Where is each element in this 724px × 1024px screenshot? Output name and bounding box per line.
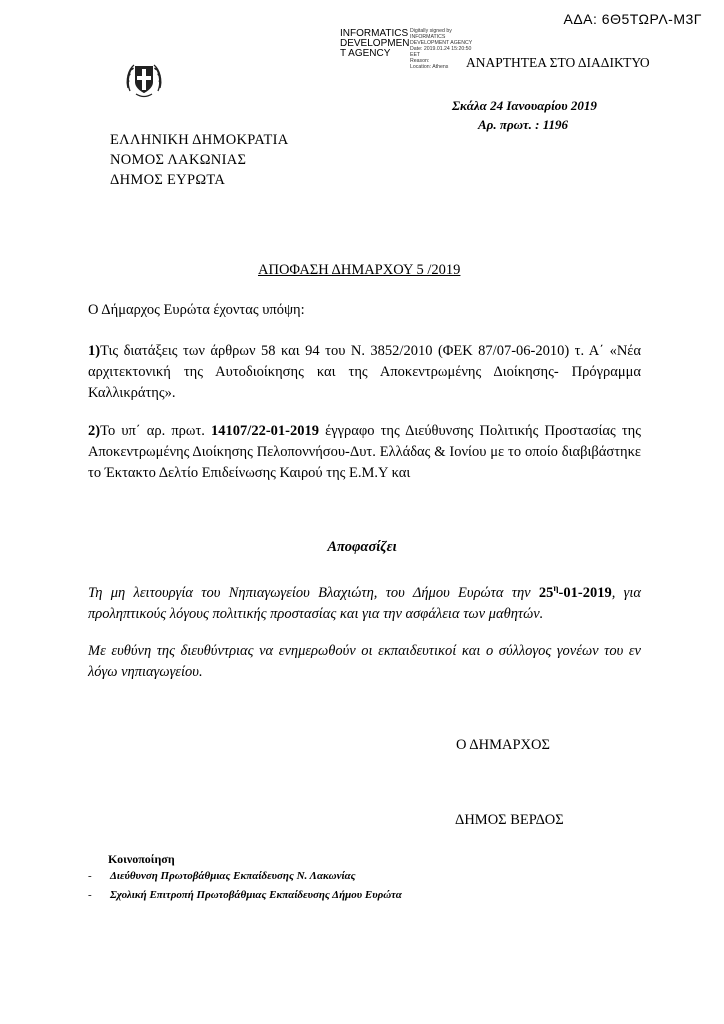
consideration-text: έγγραφο της Διεύθυνσης Πολιτικής Προστασίας της Αποκεντρωμένης Διοίκησης Πελοποννήσου-Δυτ. Ελλάδας & Ιονίου με το οποίο διαβιβάστηκε το Έκτακτο Δελτίο Επιδείνωσης Καιρού της Ε.Μ.Υ και [88,423,641,481]
signature-line: EET [410,52,421,58]
consideration-text: Το υπ΄ αρ. πρωτ. [100,423,212,439]
post-online-notice: ΑΝΑΡΤΗΤΕΑ ΣΤΟ ΔΙΑΔΙΚΤΥΟ [466,55,650,70]
decision-text-part: Τη μη λειτουργία του Νηπιαγωγείου Βλαχιώτη, του Δήμου Ευρώτα την [88,584,539,601]
signature-line: DEVELOPMENT AGENCY [410,40,473,46]
closure-date-rest: -01-2019 [558,584,612,601]
decision-title-text: ΑΠΟΦΑΣΗ ΔΗΜΑΡΧΟΥ 5 /2019 [258,262,461,278]
consideration-text: Τις διατάξεις των άρθρων 58 και 94 του Ν. 3852/2010 (ΦΕΚ 87/07-06-2010) τ. Α΄ «Νέα αρχιτεκτονική της Αυτοδιοίκησης και της Αποκεντρωμένης Διοίκησης- Πρόγραμμα Καλλικράτης». [88,343,641,401]
intro-text: Ο Δήμαρχος Ευρώτα έχοντας υπόψη: [88,302,305,318]
closure-date-day: 25 [538,584,554,601]
closure-date-suffix: η [553,583,559,593]
agency-name [340,29,410,59]
decision-text-part: , για προληπτικούς λόγους πολιτικής προστασίας και για την ασφάλεια των μαθητών. [88,584,641,622]
ada-code: ΑΔΑ: 6Θ5ΤΩΡΛ-Μ3Γ [563,11,702,27]
protocol-number: Αρ. πρωτ. : 1196 [478,117,569,132]
agency-line: DEVELOPMEN [340,38,410,49]
decides-heading: Αποφασίζει [327,539,397,555]
coat-of-arms-icon [122,58,166,102]
document-date: Σκάλα 24 Ιανουαρίου 2019 [452,98,597,113]
header-line-prefecture: ΝΟΜΟΣ ΛΑΚΩΝΙΑΣ [110,152,247,168]
distribution-item-text: Διεύθυνση Πρωτοβάθμιας Εκπαίδευσης Ν. Λακωνίας [110,870,356,882]
decision-text [88,578,641,625]
consideration-1 [88,341,641,404]
agency-line: INFORMATICS [340,28,409,39]
signatory-title: Ο ΔΗΜΑΡΧΟΣ [456,737,550,753]
distribution-heading: Κοινοποίηση [108,852,175,866]
signatory-name: ΔΗΜΟΣ ΒΕΡΔΟΣ [455,812,564,828]
consideration-2 [88,421,641,484]
header-line-republic: ΕΛΛΗΝΙΚΗ ΔΗΜΟΚΡΑΤΙΑ [110,132,289,148]
signature-line: Reason: [410,58,430,64]
document-reference: 14107/22-01-2019 [211,423,319,439]
signature-line: Location: Athens [410,64,449,70]
decision-notice: Με ευθύνη της διευθύντριας να ενημερωθούν οι εκπαιδευτικοί και ο σύλλογος γονέων του εν λόγω νηπιαγωγείου. [88,643,641,680]
consideration-number: 2) [88,423,101,439]
consideration-number: 1) [88,343,101,359]
header-line-municipality: ΔΗΜΟΣ ΕΥΡΩΤΑ [110,172,226,188]
agency-line: T AGENCY [340,48,391,59]
closure-date [539,585,612,601]
signature-line: Digitally signed by [410,28,452,34]
signature-line: INFORMATICS [410,34,446,40]
signature-line: Date: 2019.01.24 15:20:50 [410,46,472,52]
distribution-item-text: Σχολική Επιτροπή Πρωτοβάθμιας Εκπαίδευσης Δήμου Ευρώτα [110,889,402,901]
distribution-item: - Διεύθυνση Πρωτοβάθμιας Εκπαίδευσης Ν. Λακωνίας [88,870,356,882]
distribution-item: - Σχολική Επιτροπή Πρωτοβάθμιας Εκπαίδευσης Δήμου Ευρώτα [88,889,402,901]
